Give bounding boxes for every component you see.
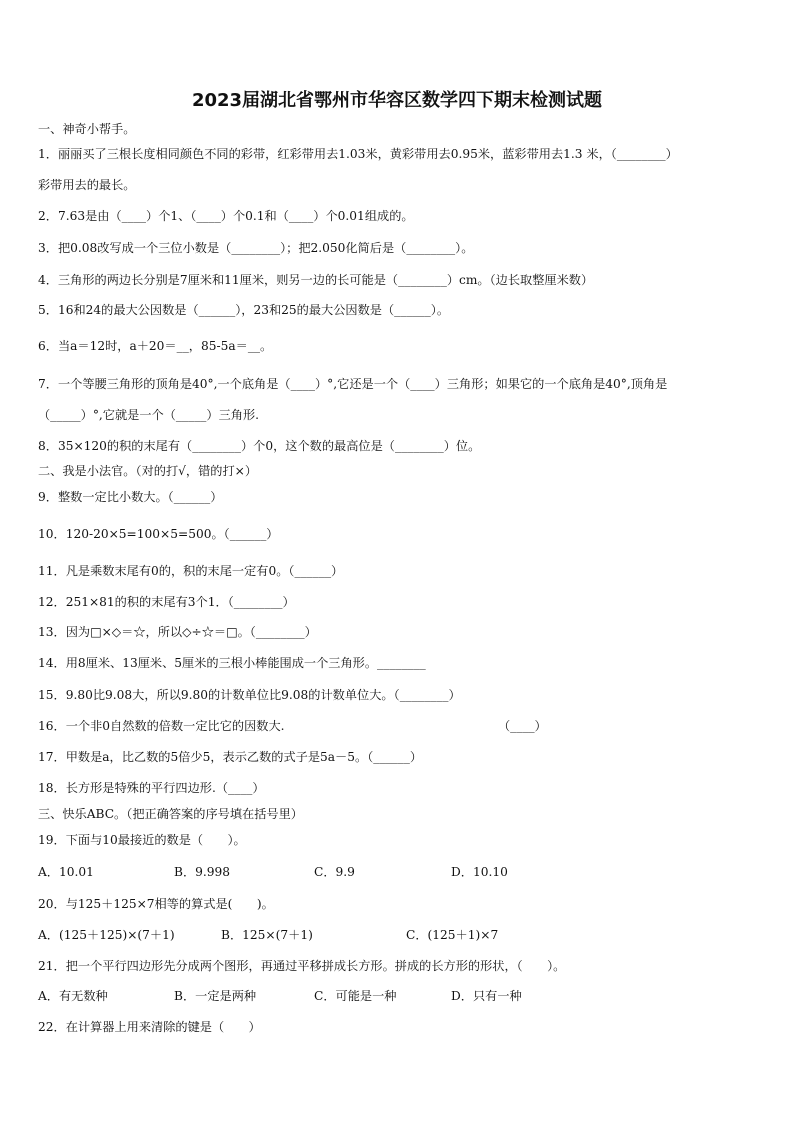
question-5: 5．16和24的最大公因数是（______），23和25的最大公因数是（______）。: [38, 303, 450, 317]
question-6: 6．当a＝12时，a＋20＝__，85-5a＝__。: [38, 339, 273, 353]
option-b: B．125×(7＋1): [221, 928, 313, 942]
question-8: 8．35×120的积的末尾有（________）个0，这个数的最高位是（________）位。: [38, 439, 481, 453]
option-a: A．(125＋125)×(7＋1): [38, 928, 175, 942]
option-b: B．一定是两种: [174, 989, 257, 1003]
question-11: 11．凡是乘数末尾有0的，积的末尾一定有0。（______）: [38, 564, 344, 578]
question-18: 18．长方形是特殊的平行四边形.（____）: [38, 781, 265, 795]
question-1-cont: 彩带用去的最长。: [38, 178, 136, 192]
question-9: 9．整数一定比小数大。（______）: [38, 490, 223, 504]
option-d: D．只有一种: [451, 989, 522, 1003]
question-22: 22．在计算器上用来清除的键是（ ）: [38, 1020, 261, 1034]
question-20: 20．与125＋125×7相等的算式是( )。: [38, 897, 274, 911]
section-heading-2: 二、我是小法官。（对的打√，错的打×）: [38, 464, 258, 478]
question-17: 17．甲数是a，比乙数的5倍少5，表示乙数的式子是5a－5。（______）: [38, 750, 423, 764]
question-7: 7．一个等腰三角形的顶角是40°,一个底角是（____）°,它还是一个（____）三角形；如果它的一个底角是40°,顶角是: [38, 377, 668, 391]
question-10: 10．120-20×5=100×5=500。（______）: [38, 527, 279, 541]
section-heading-1: 一、神奇小帮手。: [38, 122, 136, 136]
question-12: 12．251×81的积的末尾有3个1．（________）: [38, 595, 295, 609]
question-7-cont: （_____）°,它就是一个（_____）三角形.: [38, 408, 260, 422]
question-2: 2．7.63是由（____）个1、（____）个0.1和（____）个0.01组成的。: [38, 209, 414, 223]
question-16: 16．一个非0自然数的倍数一定比它的因数大.: [38, 719, 285, 733]
option-a: A．有无数种: [38, 989, 108, 1003]
question-16-blank: （____）: [498, 719, 547, 733]
option-c: C．9.9: [314, 865, 355, 879]
question-4: 4．三角形的两边长分别是7厘米和11厘米，则另一边的长可能是（________）cm。（边长取整厘米数）: [38, 273, 594, 287]
question-14: 14．用8厘米、13厘米、5厘米的三根小棒能围成一个三角形。________: [38, 656, 426, 670]
question-3: 3．把0.08改写成一个三位小数是（________）；把2.050化简后是（________）。: [38, 241, 474, 255]
question-19: 19．下面与10最接近的数是（ ）。: [38, 833, 246, 847]
option-b: B．9.998: [174, 865, 231, 879]
option-a: A．10.01: [38, 865, 94, 879]
page-title: 2023届湖北省鄂州市华容区数学四下期末检测试题: [191, 90, 603, 111]
section-heading-3: 三、快乐ABC。（把正确答案的序号填在括号里）: [38, 807, 303, 821]
option-c: C．(125＋1)×7: [406, 928, 499, 942]
option-c: C．可能是一种: [314, 989, 397, 1003]
question-21: 21．把一个平行四边形先分成两个图形，再通过平移拼成长方形。拼成的长方形的形状，（ ）。: [38, 959, 566, 973]
option-d: D．10.10: [451, 865, 508, 879]
question-1: 1．丽丽买了三根长度相同颜色不同的彩带，红彩带用去1.03米，黄彩带用去0.95米，蓝彩带用去1.3 米，（________）: [38, 147, 678, 161]
question-15: 15．9.80比9.08大，所以9.80的计数单位比9.08的计数单位大。（________）: [38, 688, 461, 702]
question-13: 13．因为□×◇＝☆，所以◇÷☆＝□。（________）: [38, 625, 317, 639]
